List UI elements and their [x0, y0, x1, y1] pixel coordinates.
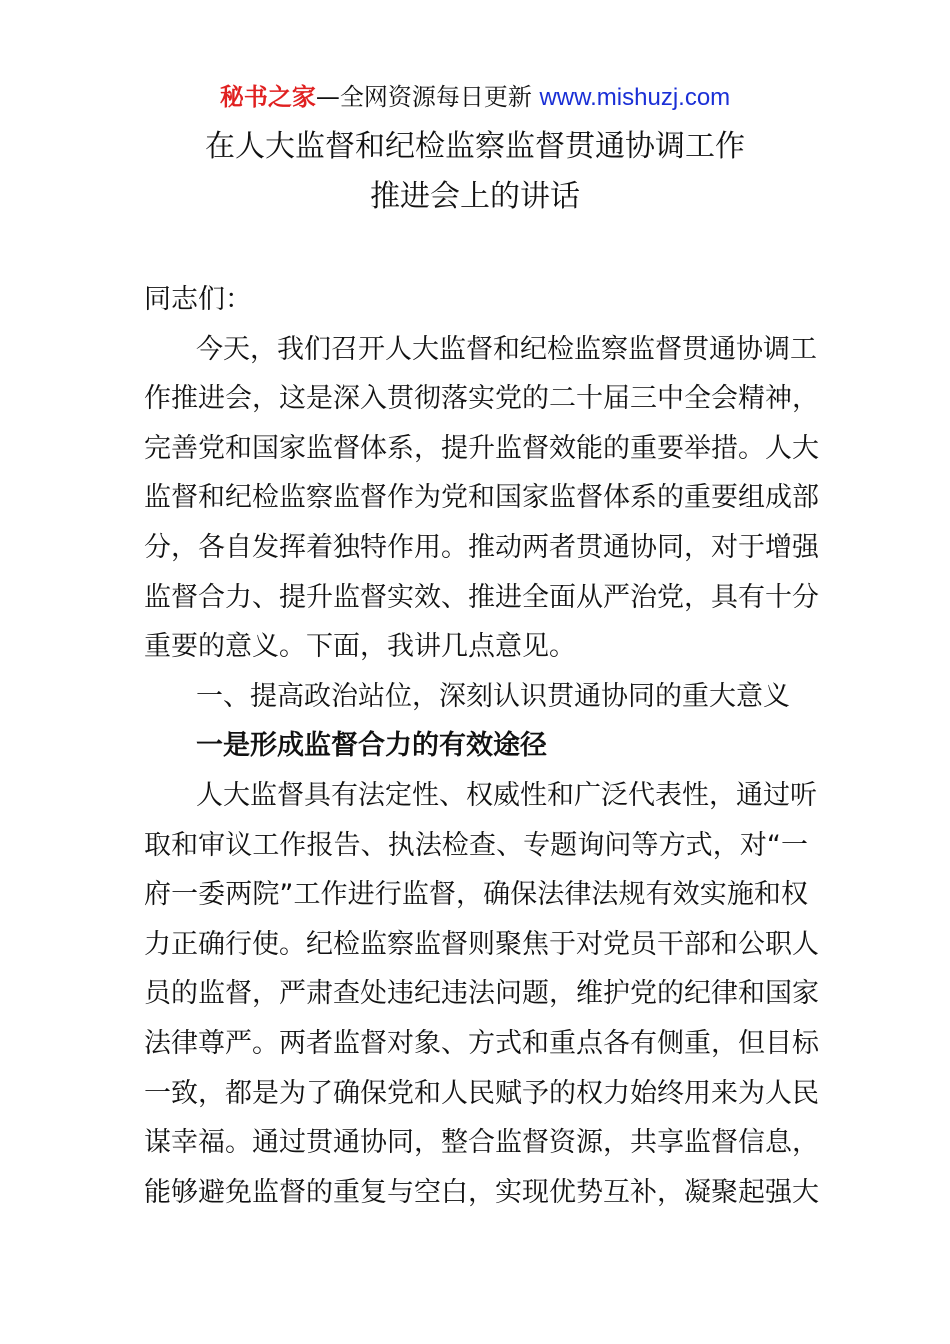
paragraph-line: 监督和纪检监察监督作为党和国家监督体系的重要组成部 — [144, 482, 819, 514]
document-title-line-2: 推进会上的讲话 — [370, 179, 580, 214]
document-body — [144, 275, 819, 1217]
paragraph-line: 取和审议工作报告、执法检查、专题询问等方式，对“一 — [144, 829, 808, 861]
site-brand: 秘书之家 — [219, 83, 316, 111]
site-url-link[interactable]: www.mishuzj.com — [539, 84, 731, 111]
subsection-heading: 一是形成监督合力的有效途径 — [196, 730, 547, 762]
site-tagline: —全网资源每日更新 — [315, 83, 540, 111]
paragraph-line: 重要的意义。下面，我讲几点意见。 — [144, 631, 576, 663]
section-heading: 一、提高政治站位，深刻认识贯通协同的重大意义 — [196, 680, 790, 712]
paragraph-line: 法律尊严。两者监督对象、方式和重点各有侧重，但目标 — [144, 1027, 819, 1059]
paragraph-line: 力正确行使。纪检监察监督则聚焦于对党员干部和公职人 — [144, 928, 819, 960]
paragraph-line: 分，各自发挥着独特作用。推动两者贯通协同，对于增强 — [144, 531, 819, 563]
paragraph-line: 完善党和国家监督体系，提升监督效能的重要举措。人大 — [144, 432, 819, 464]
site-header — [0, 80, 950, 115]
paragraph-line: 监督合力、提升监督实效、推进全面从严治党，具有十分 — [144, 581, 819, 613]
salutation: 同志们： — [144, 284, 252, 315]
paragraph-line: 谋幸福。通过贯通协同，整合监督资源，共享监督信息， — [144, 1127, 819, 1159]
paragraph-line: 一致，都是为了确保党和人民赋予的权力始终用来为人民 — [144, 1077, 819, 1109]
paragraph-line: 能够避免监督的重复与空白，实现优势互补，凝聚起强大 — [144, 1176, 819, 1208]
document-title-line-1: 在人大监督和纪检监察监督贯通协调工作 — [205, 129, 745, 164]
paragraph-line: 人大监督具有法定性、权威性和广泛代表性，通过听 — [196, 779, 817, 811]
paragraph-line: 今天，我们召开人大监督和纪检监察监督贯通协调工 — [196, 333, 817, 365]
paragraph-line: 府一委两院”工作进行监督，确保法律法规有效实施和权 — [144, 879, 808, 911]
paragraph-line: 员的监督，严肃查处违纪违法问题，维护党的纪律和国家 — [144, 978, 819, 1010]
paragraph-line: 作推进会，这是深入贯彻落实党的二十届三中全会精神， — [144, 383, 819, 415]
